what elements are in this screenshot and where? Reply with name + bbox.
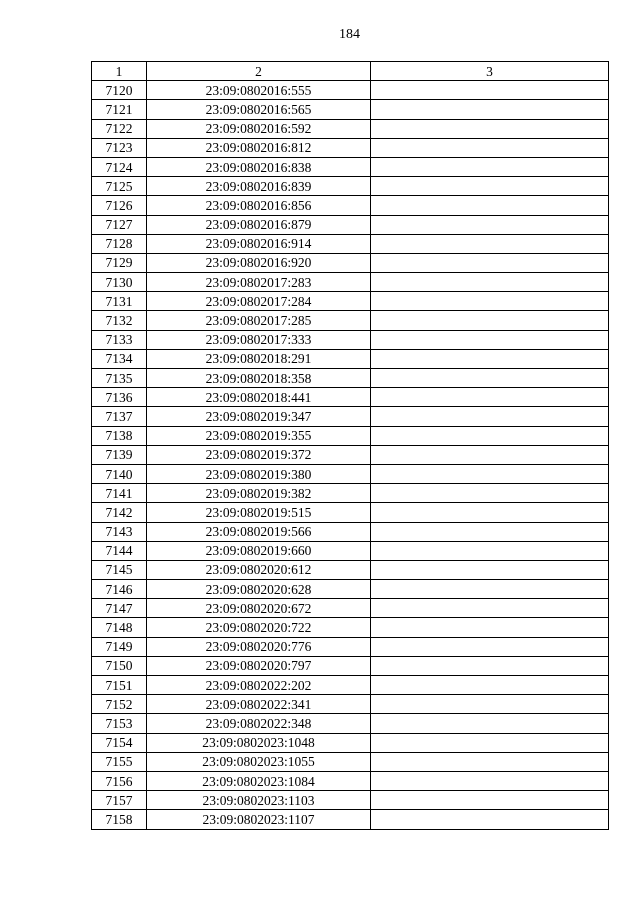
- table-row: [92, 810, 609, 829]
- cadastral-number-cell: 23:09:0802023:1084: [147, 771, 371, 790]
- table-row: [92, 177, 609, 196]
- table-row: [92, 503, 609, 522]
- table-row: [92, 560, 609, 579]
- row-number-cell: 7146: [92, 580, 147, 599]
- table-header: [92, 62, 609, 81]
- cadastral-number-cell: 23:09:0802016:565: [147, 100, 371, 119]
- table-row: [92, 445, 609, 464]
- cadastral-number-cell: 23:09:0802022:348: [147, 714, 371, 733]
- cadastral-number-cell: 23:09:0802019:515: [147, 503, 371, 522]
- note-cell: [371, 771, 609, 790]
- table-body: [92, 81, 609, 829]
- table-row: [92, 618, 609, 637]
- table-row: [92, 752, 609, 771]
- cadastral-number-cell: 23:09:0802020:797: [147, 656, 371, 675]
- cadastral-number-cell: 23:09:0802019:566: [147, 522, 371, 541]
- row-number-cell: 7124: [92, 157, 147, 176]
- row-number-cell: 7153: [92, 714, 147, 733]
- note-cell: [371, 676, 609, 695]
- table-row: [92, 234, 609, 253]
- row-number-cell: 7147: [92, 599, 147, 618]
- row-number-cell: 7135: [92, 369, 147, 388]
- cadastral-table: [91, 61, 609, 830]
- table-row: [92, 676, 609, 695]
- row-number-cell: 7127: [92, 215, 147, 234]
- row-number-cell: 7144: [92, 541, 147, 560]
- table-row: [92, 215, 609, 234]
- cadastral-number-cell: 23:09:0802017:283: [147, 273, 371, 292]
- row-number-cell: 7158: [92, 810, 147, 829]
- table-row: [92, 637, 609, 656]
- row-number-cell: 7130: [92, 273, 147, 292]
- table-row: [92, 349, 609, 368]
- cadastral-number-cell: 23:09:0802022:341: [147, 695, 371, 714]
- note-cell: [371, 407, 609, 426]
- cadastral-number-cell: 23:09:0802016:838: [147, 157, 371, 176]
- cadastral-number-cell: 23:09:0802017:333: [147, 330, 371, 349]
- cadastral-number-cell: 23:09:0802020:672: [147, 599, 371, 618]
- table-row: [92, 388, 609, 407]
- row-number-cell: 7125: [92, 177, 147, 196]
- cadastral-number-cell: 23:09:0802023:1055: [147, 752, 371, 771]
- note-cell: [371, 522, 609, 541]
- table-row: [92, 541, 609, 560]
- note-cell: [371, 810, 609, 829]
- row-number-cell: 7143: [92, 522, 147, 541]
- table-row: [92, 733, 609, 752]
- row-number-cell: 7131: [92, 292, 147, 311]
- table-row: [92, 330, 609, 349]
- row-number-cell: 7121: [92, 100, 147, 119]
- page-number: 184: [339, 27, 360, 42]
- cadastral-number-cell: 23:09:0802019:347: [147, 407, 371, 426]
- cadastral-number-cell: 23:09:0802016:555: [147, 81, 371, 100]
- note-cell: [371, 637, 609, 656]
- cadastral-number-cell: 23:09:0802019:660: [147, 541, 371, 560]
- row-number-cell: 7133: [92, 330, 147, 349]
- table-row: [92, 196, 609, 215]
- cadastral-number-cell: 23:09:0802017:284: [147, 292, 371, 311]
- table-row: [92, 273, 609, 292]
- cadastral-number-cell: 23:09:0802020:776: [147, 637, 371, 656]
- note-cell: [371, 196, 609, 215]
- note-cell: [371, 426, 609, 445]
- table-row: [92, 656, 609, 675]
- row-number-cell: 7139: [92, 445, 147, 464]
- note-cell: [371, 541, 609, 560]
- cadastral-number-cell: 23:09:0802020:628: [147, 580, 371, 599]
- row-number-cell: 7151: [92, 676, 147, 695]
- note-cell: [371, 349, 609, 368]
- table-row: [92, 714, 609, 733]
- note-cell: [371, 119, 609, 138]
- cadastral-number-cell: 23:09:0802018:441: [147, 388, 371, 407]
- row-number-cell: 7150: [92, 656, 147, 675]
- note-cell: [371, 273, 609, 292]
- header-row: [92, 62, 609, 81]
- cadastral-number-cell: 23:09:0802019:380: [147, 464, 371, 483]
- row-number-cell: 7138: [92, 426, 147, 445]
- note-cell: [371, 369, 609, 388]
- note-cell: [371, 292, 609, 311]
- note-cell: [371, 157, 609, 176]
- row-number-cell: 7126: [92, 196, 147, 215]
- row-number-cell: 7152: [92, 695, 147, 714]
- note-cell: [371, 253, 609, 272]
- table-row: [92, 138, 609, 157]
- table-row: [92, 464, 609, 483]
- cadastral-number-cell: 23:09:0802016:856: [147, 196, 371, 215]
- row-number-cell: 7155: [92, 752, 147, 771]
- cadastral-number-cell: 23:09:0802022:202: [147, 676, 371, 695]
- cadastral-number-cell: 23:09:0802023:1103: [147, 791, 371, 810]
- row-number-cell: 7132: [92, 311, 147, 330]
- note-cell: [371, 714, 609, 733]
- table-row: [92, 157, 609, 176]
- note-cell: [371, 464, 609, 483]
- table-row: [92, 580, 609, 599]
- note-cell: [371, 138, 609, 157]
- note-cell: [371, 733, 609, 752]
- header-cell-2: 2: [147, 62, 371, 81]
- row-number-cell: 7137: [92, 407, 147, 426]
- row-number-cell: 7129: [92, 253, 147, 272]
- note-cell: [371, 560, 609, 579]
- note-cell: [371, 311, 609, 330]
- note-cell: [371, 791, 609, 810]
- cadastral-number-cell: 23:09:0802023:1048: [147, 733, 371, 752]
- table-row: [92, 484, 609, 503]
- row-number-cell: 7142: [92, 503, 147, 522]
- cadastral-number-cell: 23:09:0802020:612: [147, 560, 371, 579]
- header-cell-3: 3: [371, 62, 609, 81]
- note-cell: [371, 81, 609, 100]
- row-number-cell: 7145: [92, 560, 147, 579]
- cadastral-number-cell: 23:09:0802019:372: [147, 445, 371, 464]
- cadastral-number-cell: 23:09:0802016:920: [147, 253, 371, 272]
- table-row: [92, 771, 609, 790]
- note-cell: [371, 177, 609, 196]
- cadastral-number-cell: 23:09:0802016:914: [147, 234, 371, 253]
- note-cell: [371, 234, 609, 253]
- cadastral-number-cell: 23:09:0802018:358: [147, 369, 371, 388]
- note-cell: [371, 445, 609, 464]
- row-number-cell: 7141: [92, 484, 147, 503]
- cadastral-number-cell: 23:09:0802016:592: [147, 119, 371, 138]
- row-number-cell: 7149: [92, 637, 147, 656]
- row-number-cell: 7134: [92, 349, 147, 368]
- table-row: [92, 407, 609, 426]
- row-number-cell: 7136: [92, 388, 147, 407]
- table-row: [92, 426, 609, 445]
- table-row: [92, 100, 609, 119]
- row-number-cell: 7154: [92, 733, 147, 752]
- cadastral-number-cell: 23:09:0802017:285: [147, 311, 371, 330]
- row-number-cell: 7148: [92, 618, 147, 637]
- row-number-cell: 7122: [92, 119, 147, 138]
- table-row: [92, 522, 609, 541]
- table-row: [92, 695, 609, 714]
- row-number-cell: 7128: [92, 234, 147, 253]
- table-row: [92, 292, 609, 311]
- table-row: [92, 311, 609, 330]
- row-number-cell: 7123: [92, 138, 147, 157]
- table-row: [92, 253, 609, 272]
- cadastral-number-cell: 23:09:0802016:879: [147, 215, 371, 234]
- note-cell: [371, 752, 609, 771]
- cadastral-number-cell: 23:09:0802019:355: [147, 426, 371, 445]
- table-row: [92, 791, 609, 810]
- table-row: [92, 81, 609, 100]
- cadastral-number-cell: 23:09:0802016:812: [147, 138, 371, 157]
- table-row: [92, 369, 609, 388]
- table-row: [92, 119, 609, 138]
- note-cell: [371, 599, 609, 618]
- note-cell: [371, 215, 609, 234]
- note-cell: [371, 580, 609, 599]
- cadastral-number-cell: 23:09:0802023:1107: [147, 810, 371, 829]
- cadastral-number-cell: 23:09:0802019:382: [147, 484, 371, 503]
- cadastral-number-cell: 23:09:0802016:839: [147, 177, 371, 196]
- row-number-cell: 7157: [92, 791, 147, 810]
- note-cell: [371, 618, 609, 637]
- row-number-cell: 7120: [92, 81, 147, 100]
- note-cell: [371, 695, 609, 714]
- note-cell: [371, 330, 609, 349]
- row-number-cell: 7156: [92, 771, 147, 790]
- cadastral-number-cell: 23:09:0802018:291: [147, 349, 371, 368]
- note-cell: [371, 503, 609, 522]
- row-number-cell: 7140: [92, 464, 147, 483]
- header-cell-1: 1: [92, 62, 147, 81]
- cadastral-number-cell: 23:09:0802020:722: [147, 618, 371, 637]
- table-row: [92, 599, 609, 618]
- note-cell: [371, 388, 609, 407]
- note-cell: [371, 484, 609, 503]
- note-cell: [371, 656, 609, 675]
- note-cell: [371, 100, 609, 119]
